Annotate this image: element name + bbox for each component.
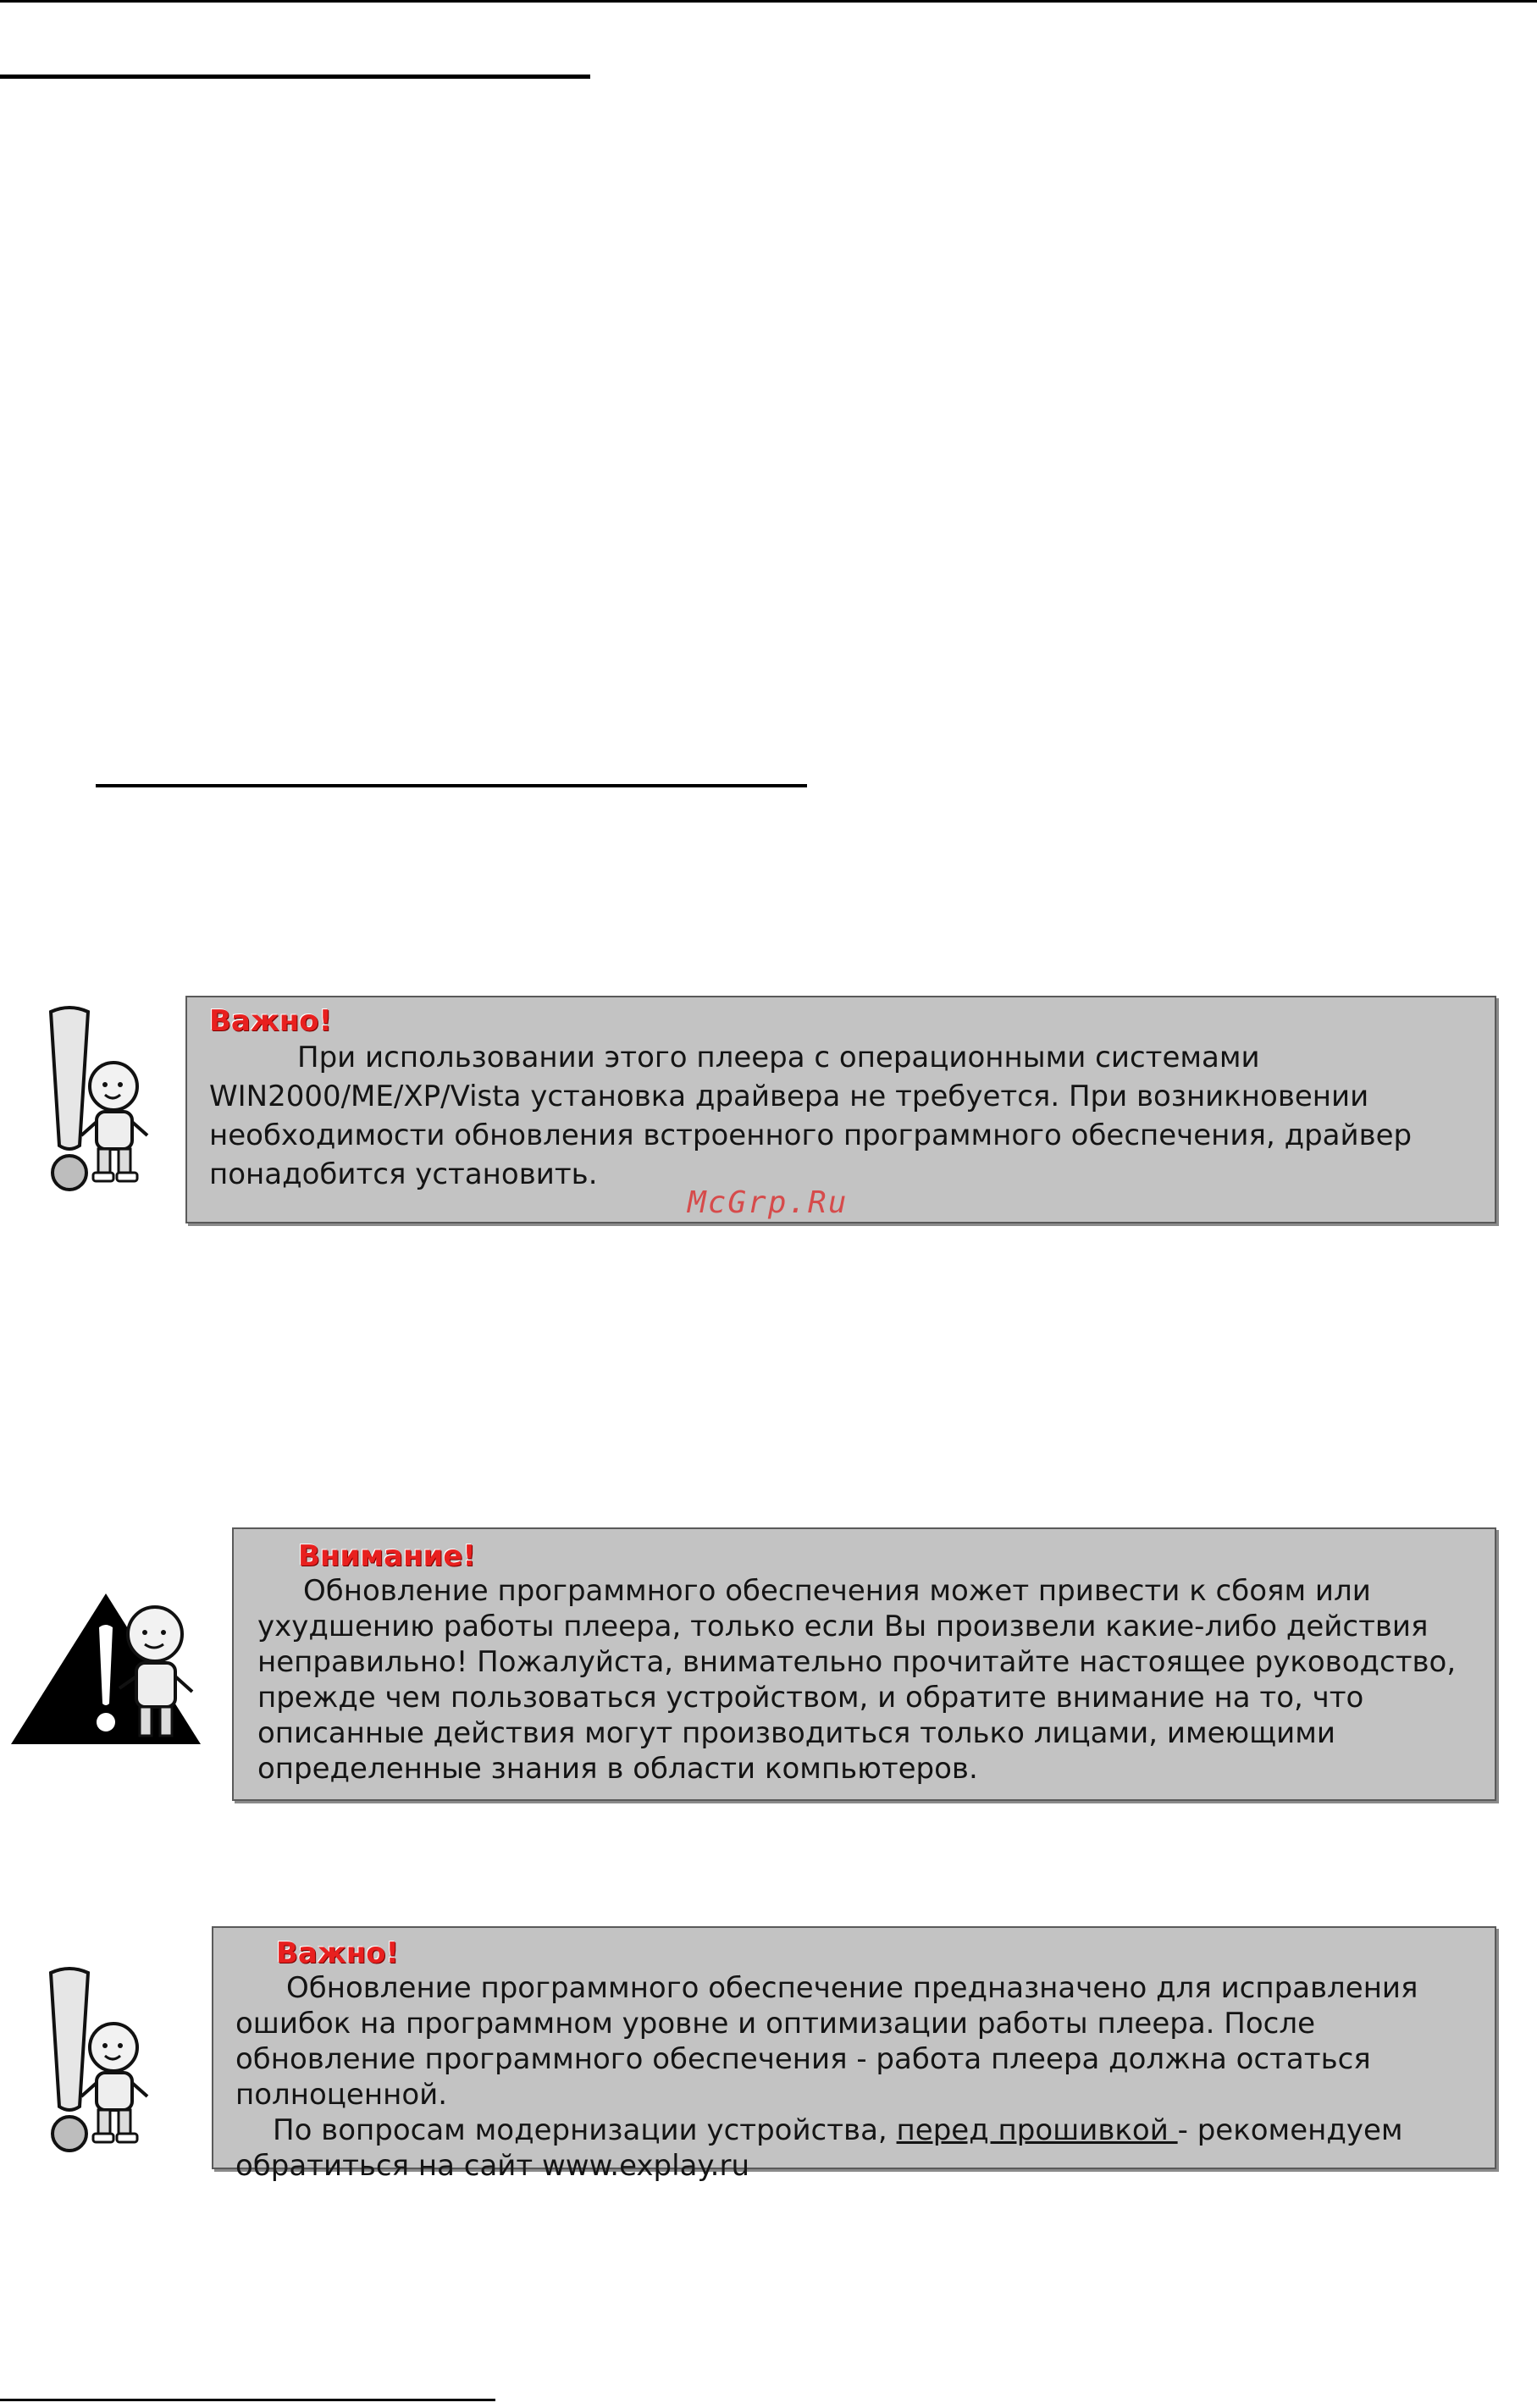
notice-text: Обновление программного обеспечение предназначено для исправления ошибок на программном уровне и оптимизации работы плеера. После обновление программного обеспечения - работа плеера должна остаться полноценной. [235, 1971, 1418, 2112]
robot-exclamation-icon [36, 1964, 154, 2159]
notice-title: Важно! [276, 1936, 400, 1970]
notice-title: Важно! [209, 1004, 333, 1038]
notice-title: Внимание! [298, 1539, 476, 1573]
notice-text: При использовании этого плеера с операционными системами WIN2000/ME/XP/Vista установка драйвера не требуется. При возникновении необходимости обновления встроенного программного обеспечения, драйвер понадобится установить. [209, 1041, 1413, 1191]
notice-text-2-after: - рекомендуем обратиться на сайт www.explay.ru [235, 2113, 1403, 2183]
heading-underline-2 [96, 784, 807, 787]
notice-text-2 [235, 2113, 1474, 2184]
before-flashing-text: перед прошивкой [896, 2113, 1178, 2147]
footnote-separator [0, 2399, 495, 2401]
watermark: McGrp.Ru [688, 1185, 849, 1220]
notice-text: Обновление программного обеспечения может привести к сбоям или ухудшению работы плеера, только если Вы произвели какие-либо действия неправильно! Пожалуйста, внимательно прочитайте настоящее руководство, прежде чем пользоваться устройством, и обратите внимание на то, что описанные действия могут производиться только лицами, имеющими определенные знания в области компьютеров. [257, 1574, 1457, 1786]
notice-text-2-before: По вопросам модернизации устройства, [273, 2113, 897, 2147]
heading-underline-1 [0, 75, 590, 79]
notice-important-2 [212, 1926, 1496, 2183]
warning-triangle-robot-icon [4, 1577, 207, 1754]
notice-attention [232, 1527, 1496, 1801]
robot-exclamation-icon [36, 1003, 154, 1198]
top-page-border [0, 0, 1537, 3]
